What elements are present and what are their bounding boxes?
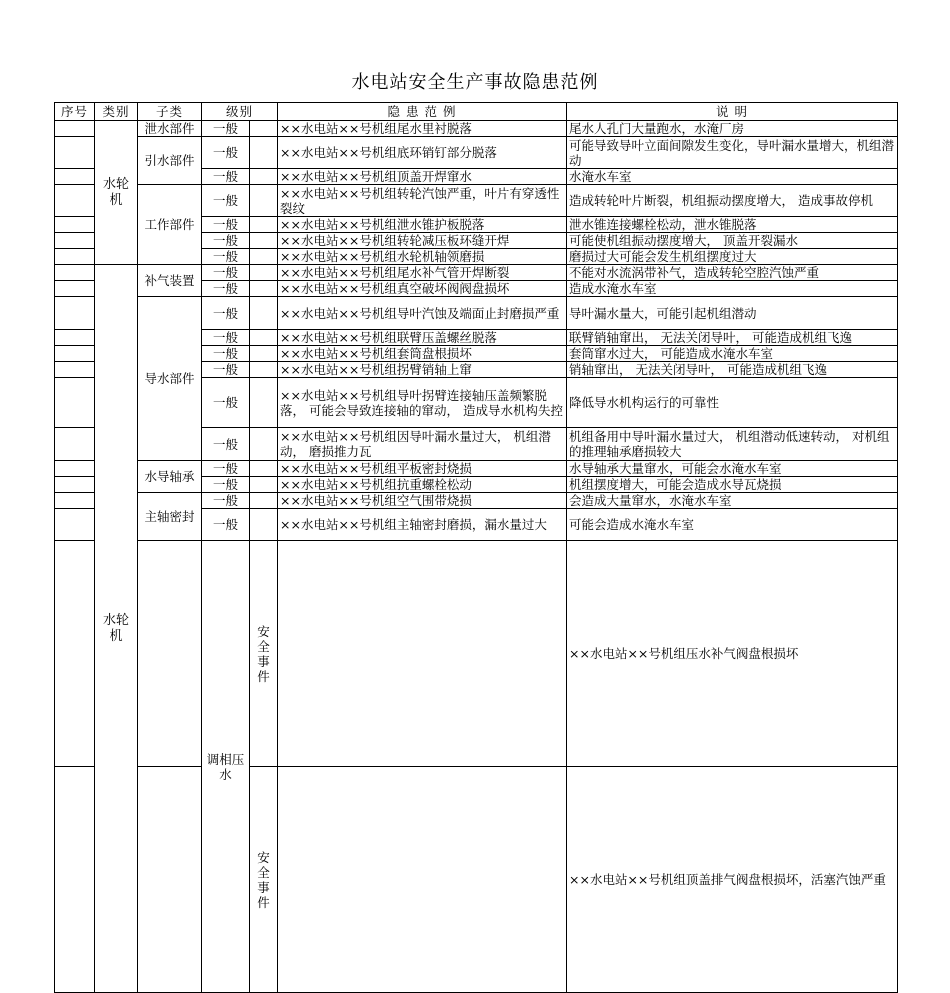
level-cell: 一般 [202,265,250,281]
level-cell: 一般 [202,121,250,137]
header-category: 类别 [95,103,138,121]
table-row [55,265,898,281]
note-cell: 尾水人孔门大量跑水，水淹厂房 [567,121,898,137]
empty-cell [250,169,278,185]
index-cell [55,477,95,493]
table-row [55,297,898,330]
example-cell: ××水电站××号机组因导叶漏水量过大， 机组潜动， 磨损推力瓦 [278,428,567,461]
level-cell: 一般 [202,509,250,541]
subcategory-cell: 补气装置 [138,265,202,297]
category-cell: 水轮机 [95,265,138,993]
subcategory-cell: 主轴密封 [138,493,202,541]
subcategory-cell: 工作部件 [138,185,202,265]
level-cell: 一般 [202,169,250,185]
note-cell: 可能使机组振动摆度增大， 顶盖开裂漏水 [567,233,898,249]
example-cell: ××水电站××号机组尾水里衬脱落 [278,121,567,137]
index-cell [55,217,95,233]
empty-cell [250,330,278,346]
index-cell [55,346,95,362]
example-cell: ××水电站××号机组水轮机轴领磨损 [278,249,567,265]
header-note: 说 明 [567,103,898,121]
note-cell: 水导轴承大量窜水，可能会水淹水车室 [567,461,898,477]
example-cell: ××水电站××号机组顶盖排气阀盘根损坏，活塞汽蚀严重 [567,767,898,993]
note-cell: 销轴窜出， 无法关闭导叶， 可能造成机组飞逸 [567,362,898,378]
index-cell [55,185,95,217]
header-index: 序号 [55,103,95,121]
note-cell: 磨损过大可能会发生机组摆度过大 [567,249,898,265]
example-cell: ××水电站××号机组真空破坏阀阀盘损坏 [278,281,567,297]
note-cell: 降低导水机构运行的可靠性 [567,378,898,428]
empty-cell [250,281,278,297]
level-cell: 一般 [202,428,250,461]
empty-cell [250,265,278,281]
example-cell: ××水电站××号机组套筒盘根损坏 [278,346,567,362]
note-cell: 水淹水车室 [567,169,898,185]
example-cell: ××水电站××号机组压水补气阀盘根损坏 [567,541,898,767]
level-cell: 一般 [202,330,250,346]
example-cell: ××水电站××号机组底环销钉部分脱落 [278,137,567,169]
note-cell: 造成转轮叶片断裂，机组振动摆度增大， 造成事故停机 [567,185,898,217]
level-cell: 一般 [202,281,250,297]
level-cell: 一般 [202,477,250,493]
example-cell: ××水电站××号机组转轮减压板环缝开焊 [278,233,567,249]
subcategory-cell: 泄水部件 [138,121,202,137]
header-subcategory: 子类 [138,103,202,121]
empty-cell [250,297,278,330]
index-cell [55,233,95,249]
empty-cell [250,249,278,265]
level-cell: 安全事件 [250,767,278,993]
hazard-table [54,102,898,993]
level-cell: 一般 [202,461,250,477]
empty-cell [250,346,278,362]
index-cell [55,297,95,330]
empty-cell [250,477,278,493]
subcategory-cell: 水导轴承 [138,461,202,493]
note-cell: 套筒窜水过大， 可能造成水淹水车室 [567,346,898,362]
index-cell [55,493,95,509]
note-cell: 造成水淹水车室 [567,281,898,297]
level-cell: 一般 [202,137,250,169]
level-cell: 一般 [202,378,250,428]
category-cell [138,541,202,767]
index-cell [55,767,95,993]
level-cell: 一般 [202,185,250,217]
note-cell: 泄水锥连接螺栓松动，泄水锥脱落 [567,217,898,233]
empty-cell [250,185,278,217]
category-cell [138,767,202,993]
empty-cell [250,137,278,169]
level-cell: 一般 [202,362,250,378]
note-cell: 机组摆度增大，可能会造成水导瓦烧损 [567,477,898,493]
example-cell: ××水电站××号机组空气围带烧损 [278,493,567,509]
note-cell: 可能会造成水淹水车室 [567,509,898,541]
table-row [55,461,898,477]
example-cell: ××水电站××号机组导叶拐臂连接轴压盖频繁脱落， 可能会导致连接轴的窜动， 造成导水机构失控 [278,378,567,428]
example-cell: ××水电站××号机组尾水补气管开焊断裂 [278,265,567,281]
index-cell [55,461,95,477]
table-row [55,185,898,217]
table-row [55,541,898,767]
example-cell: ××水电站××号机组联臂压盖螺丝脱落 [278,330,567,346]
header-row [55,103,898,121]
empty-cell [250,378,278,428]
page-title: 水电站安全生产事故隐患范例 [351,72,599,93]
note-cell: 机组备用中导叶漏水量过大， 机组潜动低速转动， 对机组的推理轴承磨损较大 [567,428,898,461]
empty-cell [250,493,278,509]
example-cell: ××水电站××号机组转轮汽蚀严重，叶片有穿透性裂纹 [278,185,567,217]
index-cell [55,330,95,346]
note-cell: 导叶漏水量大，可能引起机组潜动 [567,297,898,330]
level-cell: 一般 [202,217,250,233]
example-cell: ××水电站××号机组导叶汽蚀及端面止封磨损严重 [278,297,567,330]
index-cell [55,509,95,541]
level-cell: 一般 [202,493,250,509]
index-cell [55,541,95,767]
example-cell: ××水电站××号机组顶盖开焊窜水 [278,169,567,185]
example-cell: ××水电站××号机组抗重螺栓松动 [278,477,567,493]
index-cell [55,281,95,297]
empty-cell [250,217,278,233]
note-cell: 会造成大量窜水，水淹水车室 [567,493,898,509]
header-level: 级别 [202,103,278,121]
level-cell: 一般 [202,249,250,265]
note-cell: 可能导致导叶立面间隙发生变化，导叶漏水量增大，机组潜动 [567,137,898,169]
level-cell: 安全事件 [250,541,278,767]
empty-cell [250,233,278,249]
header-example: 隐 患 范 例 [278,103,567,121]
level-cell: 一般 [202,297,250,330]
empty-cell [250,428,278,461]
example-cell: ××水电站××号机组泄水锥护板脱落 [278,217,567,233]
index-cell [55,249,95,265]
example-cell: ××水电站××号机组主轴密封磨损，漏水量过大 [278,509,567,541]
example-cell: ××水电站××号机组平板密封烧损 [278,461,567,477]
example-cell: ××水电站××号机组拐臂销轴上窜 [278,362,567,378]
index-cell [55,265,95,281]
empty-cell [250,461,278,477]
index-cell [55,428,95,461]
note-cell: 不能对水流涡带补气，造成转轮空腔汽蚀严重 [567,265,898,281]
index-cell [55,121,95,137]
category-cell: 水轮机 [95,121,138,265]
table-row [55,121,898,137]
note-cell: 联臂销轴窜出， 无法关闭导叶， 可能造成机组飞逸 [567,330,898,346]
table-row [55,137,898,169]
subcategory-cell: 导水部件 [138,297,202,461]
index-cell [55,378,95,428]
table-row [55,493,898,509]
level-cell: 一般 [202,233,250,249]
empty-cell [250,509,278,541]
index-cell [55,362,95,378]
table-row [55,767,898,993]
index-cell [55,169,95,185]
empty-cell [278,541,567,767]
empty-cell [250,121,278,137]
subcategory-cell: 调相压水 [202,541,250,993]
subcategory-cell: 引水部件 [138,137,202,185]
index-cell [55,137,95,169]
empty-cell [250,362,278,378]
level-cell: 一般 [202,346,250,362]
empty-cell [278,767,567,993]
